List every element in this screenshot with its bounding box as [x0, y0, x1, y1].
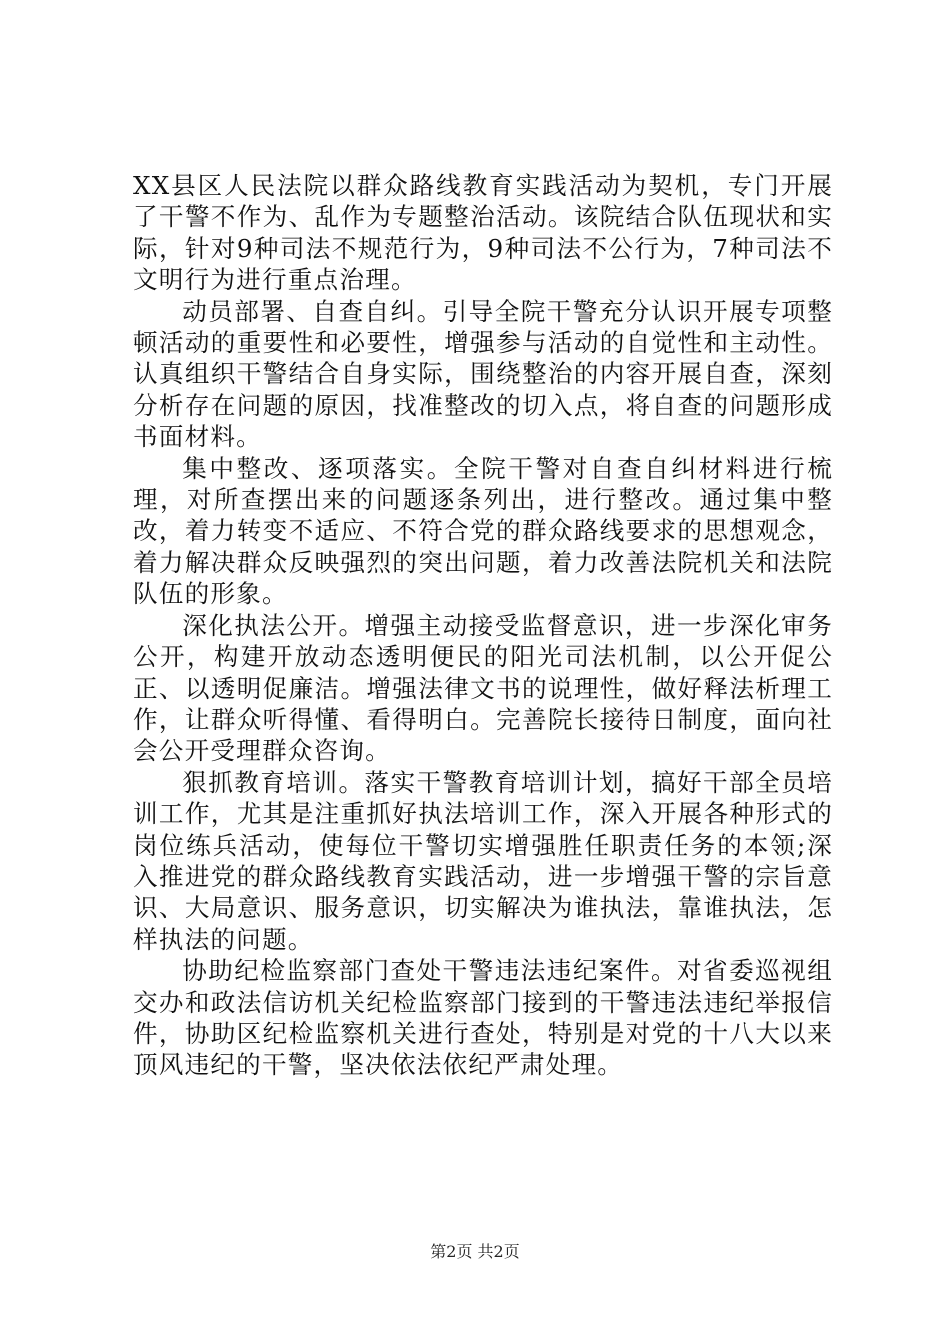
- paragraph-mobilization: 动员部署、自查自纠。引导全院干警充分认识开展专项整顿活动的重要性和必要性，增强参与活动的自觉性和主动性。认真组织干警结合自身实际，围绕整治的内容开展自查，深刻分析存在问题的原因，找准整改的切入点，将自查的问题形成书面材料。: [133, 296, 833, 452]
- paragraph-law-enforcement-openness: 深化执法公开。增强主动接受监督意识，进一步深化审务公开，构建开放动态透明便民的阳光司法机制，以公开促公正、以透明促廉洁。增强法律文书的说理性，做好释法析理工作，让群众听得懂、看得明白。完善院长接待日制度，面向社会公开受理群众咨询。: [133, 610, 833, 766]
- paragraph-discipline-cases: 协助纪检监察部门查处干警违法违纪案件。对省委巡视组交办和政法信访机关纪检监察部门接到的干警违法违纪举报信件，协助区纪检监察机关进行查处，特别是对党的十八大以来顶风违纪的干警，坚决依法依纪严肃处理。: [133, 956, 833, 1080]
- paragraph-rectification: 集中整改、逐项落实。全院干警对自查自纠材料进行梳理，对所查摆出来的问题逐条列出，进行整改。通过集中整改，着力转变不适应、不符合党的群众路线要求的思想观念，着力解决群众反映强烈的突出问题，着力改善法院机关和法院队伍的形象。: [133, 453, 833, 609]
- paragraph-intro: XX县区人民法院以群众路线教育实践活动为契机，专门开展了干警不作为、乱作为专题整治活动。该院结合队伍现状和实际，针对9种司法不规范行为，9种司法不公行为，7种司法不文明行为进行重点治理。: [133, 171, 833, 295]
- document-body: [133, 170, 833, 1081]
- page-number-footer: 第2页 共2页: [430, 1242, 520, 1261]
- paragraph-education-training: 狠抓教育培训。落实干警教育培训计划，搞好干部全员培训工作，尤其是注重抓好执法培训工作，深入开展各种形式的岗位练兵活动，使每位干警切实增强胜任职责任务的本领;深入推进党的群众路线教育实践活动，进一步增强干警的宗旨意识、大局意识、服务意识，切实解决为谁执法，靠谁执法，怎样执法的问题。: [133, 767, 833, 954]
